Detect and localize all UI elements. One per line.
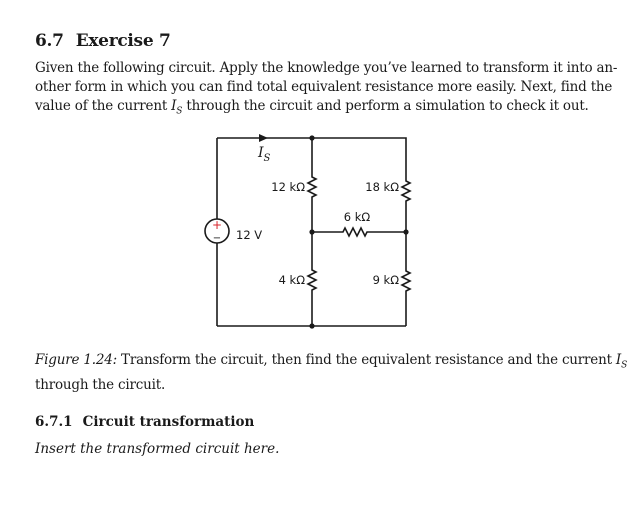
caption-prefix: Figure 1.24: [35, 352, 117, 368]
section-number: 6.7 [35, 31, 64, 51]
source-plus-sign: + [211, 218, 223, 232]
resistor-9k-label: 9 kΩ [372, 273, 399, 287]
resistor-4k-icon [308, 267, 316, 293]
paragraph-line-2: other form in which you can find total equivalent resistance more easily. Next, find the [35, 79, 613, 95]
figure-caption [35, 351, 627, 395]
paragraph-line-1: Given the following circuit. Apply the knowledge you’ve learned to transform it into an- [35, 60, 618, 76]
subsection-heading [35, 414, 254, 430]
node-right-center [403, 229, 408, 234]
node-top-mid [309, 135, 314, 140]
resistor-9k-icon [402, 268, 410, 294]
resistor-18k-icon [402, 178, 410, 204]
resistor-12k-label: 12 kΩ [271, 180, 305, 194]
current-arrow-icon [259, 134, 268, 142]
insert-placeholder: Insert the transformed circuit here. [35, 441, 280, 457]
resistor-12k-icon [308, 174, 316, 200]
caption-line-1 [35, 351, 627, 376]
resistor-4k-label: 4 kΩ [278, 273, 305, 287]
current-label: $I_S$ [258, 145, 271, 164]
node-bottom-mid [309, 323, 314, 328]
source-voltage-label: 12 V [236, 228, 263, 242]
caption-text: Transform the circuit, then find the equivalent resistance and the current [116, 352, 616, 368]
section-title: Exercise 7 [75, 31, 171, 51]
paragraph-line-3: value of the current $I_S$ through the circuit and perform a simulation to check it out. [35, 98, 589, 117]
resistor-6k-label: 6 kΩ [343, 210, 371, 224]
source-minus-sign: − [212, 233, 222, 244]
caption-current-sub: S [621, 360, 627, 371]
resistor-18k-label: 18 kΩ [365, 180, 399, 194]
resistor-6k-icon [340, 228, 374, 236]
caption-current-var: I [615, 352, 622, 368]
subsection-title: Circuit transformation [82, 414, 255, 430]
node-mid-center [309, 229, 314, 234]
subsection-number: 6.7.1 [35, 414, 73, 430]
caption-line-2: through the circuit. [35, 376, 166, 393]
